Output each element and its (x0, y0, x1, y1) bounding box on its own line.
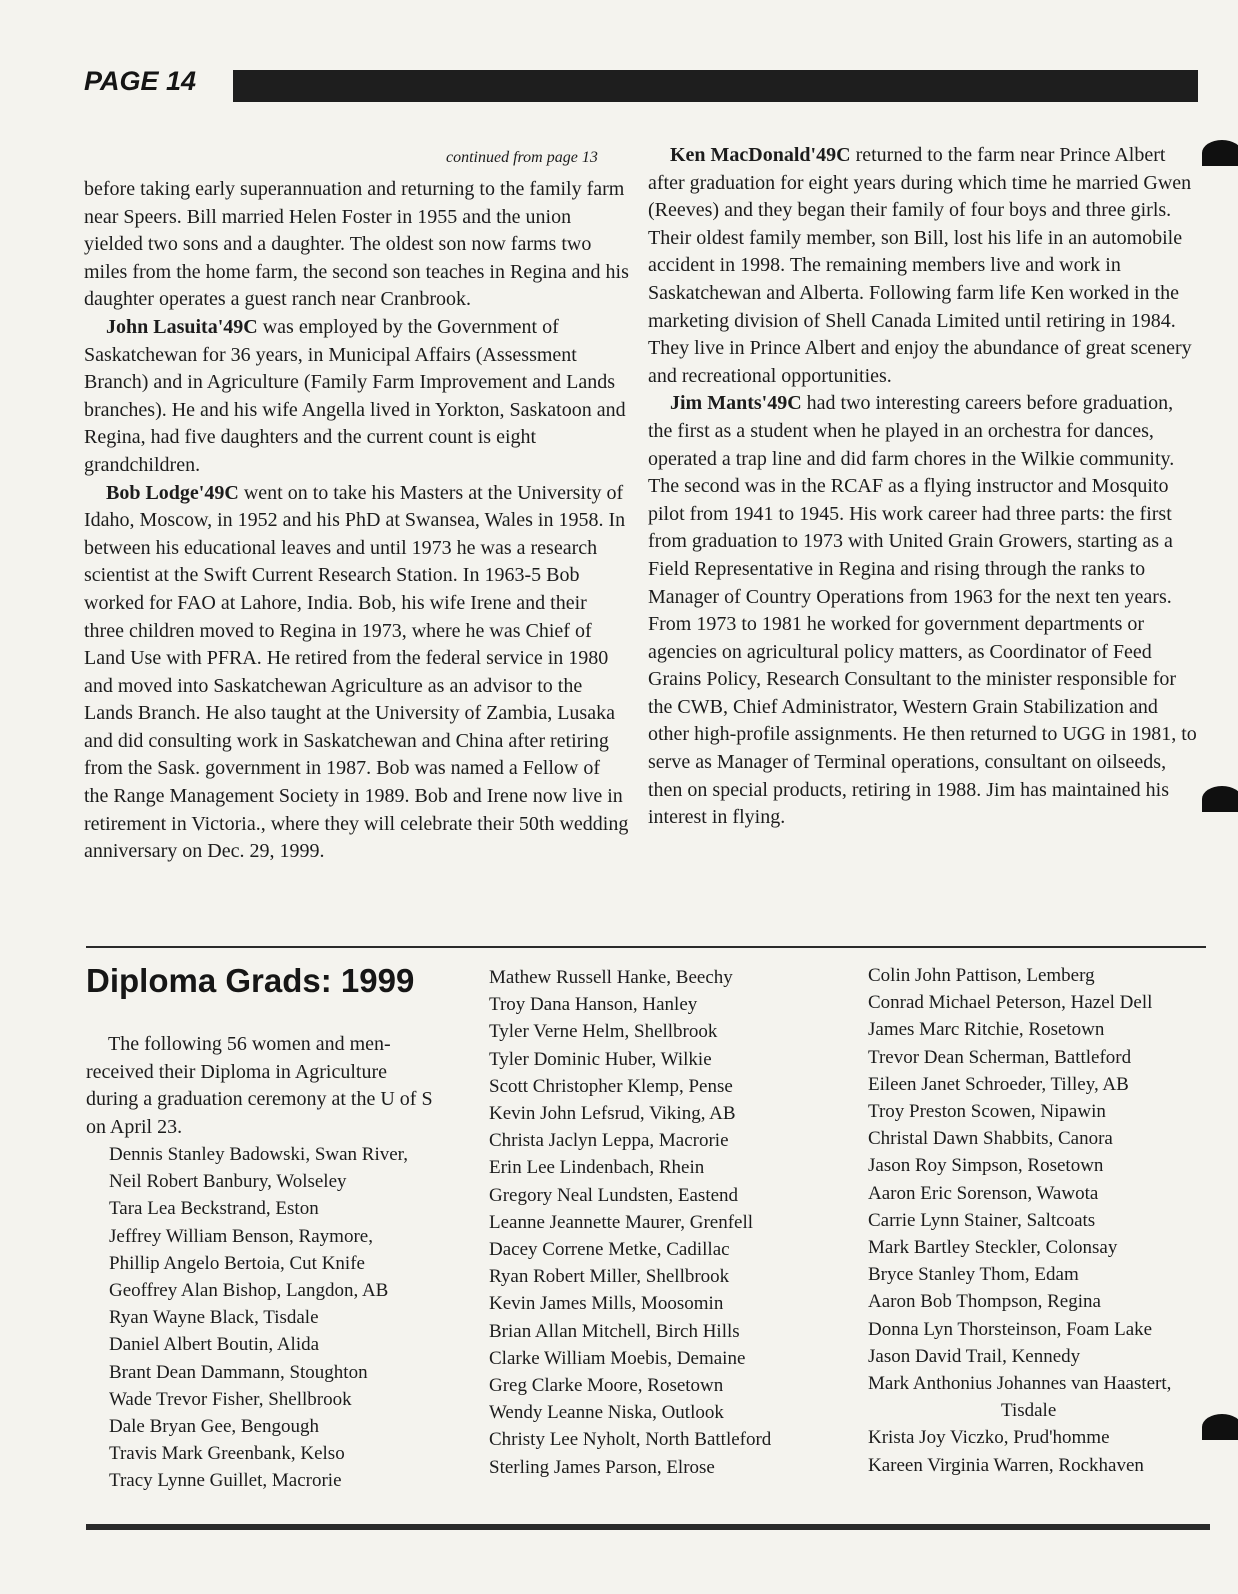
graduate-entry: Trevor Dean Scherman, Battleford (868, 1046, 1132, 1068)
continued-note: continued from page 13 (446, 149, 598, 166)
graduate-entry: Erin Lee Lindenbach, Rhein (489, 1157, 705, 1179)
mants-paragraph (648, 390, 1198, 832)
graduate-entry: Carrie Lynn Stainer, Saltcoats (868, 1209, 1096, 1231)
graduate-entry: Brian Allan Mitchell, Birch Hills (489, 1320, 740, 1342)
graduate-entry: Aaron Bob Thompson, Regina (868, 1291, 1101, 1313)
article-column-right (648, 142, 1198, 832)
bottom-rule (86, 1524, 1210, 1530)
graduate-entry: Krista Joy Viczko, Prud'homme (868, 1427, 1110, 1449)
graduate-entry: Phillip Angelo Bertoia, Cut Knife (109, 1252, 365, 1274)
graduate-entry: Clarke William Moebis, Demaine (489, 1347, 746, 1369)
macdonald-name: Ken MacDonald'49C (670, 144, 851, 166)
macdonald-paragraph (648, 142, 1198, 390)
graduate-entry: Dacey Correne Metke, Cadillac (489, 1239, 730, 1261)
graduate-entry: Christal Dawn Shabbits, Canora (868, 1128, 1113, 1150)
graduate-entry: Ryan Robert Miller, Shellbrook (489, 1266, 730, 1288)
graduate-entry: Mark Bartley Steckler, Colonsay (868, 1237, 1118, 1259)
graduate-entry: Bryce Stanley Thom, Edam (868, 1264, 1079, 1286)
graduate-entry: Christa Jaclyn Leppa, Macrorie (489, 1130, 729, 1152)
graduate-entry: Dale Bryan Gee, Bengough (109, 1416, 319, 1438)
mants-text: had two interesting careers before graduation, the first as a student when he played in an orchestra for dances, operated a trap line and did farm chores in the Wilkie community. The second was in the RCAF as a flying instructor and Mosquito pilot from 1941 to 1945. His work career had three parts: the first from graduation to 1973 with United Grain Growers, starting as a Field Representative in Regina and rising through the ranks to Manager of Country Operations from 1963 for the next ten years. From 1973 to 1981 he worked for government departments or agencies on agricultural policy matters, as Coordinator of Feed Grains Policy, Research Consultant to the minister responsible for the CWB, Chief Administrator, Western Grain Stabilization and other high-profile assignments. He then returned to UGG in 1981, to serve as Manager of Terminal operations, consultant on oilseeds, then on special products, retiring in 1988. Jim has maintained his interest in flying. (648, 392, 1197, 829)
graduate-entry: Jason Roy Simpson, Rosetown (868, 1155, 1104, 1177)
page-number-label: PAGE 14 (84, 66, 197, 96)
graduate-entry: Jeffrey William Benson, Raymore, (109, 1225, 373, 1247)
lodge-paragraph (84, 480, 629, 866)
graduate-entry: Tyler Verne Helm, Shellbrook (489, 1021, 718, 1043)
graduate-entry: Wade Trevor Fisher, Shellbrook (109, 1388, 352, 1410)
binder-hole-mark (1202, 1414, 1238, 1440)
graduate-entry: Brant Dean Dammann, Stoughton (109, 1361, 368, 1383)
graduate-entry: Gregory Neal Lundsten, Eastend (489, 1184, 739, 1206)
graduate-list-column-2 (489, 964, 771, 1481)
graduate-entry: Kevin James Mills, Moosomin (489, 1293, 724, 1315)
graduate-entry: Wendy Leanne Niska, Outlook (489, 1402, 724, 1424)
macdonald-text: returned to the farm near Prince Albert after graduation for eight years during which time he married Gwen (Reeves) and they began their family of four boys and three girls. Their oldest family member, son Bill, lost his life in an automobile accident in 1998. The remaining members live and work in Saskatchewan and Alberta. Following farm life Ken worked in the marketing division of Shell Canada Limited until retiring in 1984. They live in Prince Albert and enjoy the abundance of great scenery and recreational opportunities. (648, 144, 1192, 387)
mants-name: Jim Mants'49C (670, 392, 802, 415)
graduate-entry: Tyler Dominic Huber, Wilkie (489, 1048, 712, 1070)
binder-hole-mark (1202, 786, 1238, 812)
lasuita-text: was employed by the Government of Saskatchewan for 36 years, in Municipal Affairs (Assessment Branch) and in Agriculture (Family Farm Improvement and Lands branches). He and his wife Angella lived in Yorkton, Saskatoon and Regina, had five daughters and the current count is eight grandchildren. (84, 315, 626, 476)
graduate-entry: James Marc Ritchie, Rosetown (868, 1019, 1105, 1041)
graduate-entry: Aaron Eric Sorenson, Wawota (868, 1182, 1099, 1204)
graduate-entry: Kevin John Lefsrud, Viking, AB (489, 1103, 736, 1125)
graduate-entry: Mark Anthonius Johannes van Haastert, (868, 1373, 1172, 1395)
graduate-entry: Colin John Pattison, Lemberg (868, 965, 1095, 986)
lasuita-name: John Lasuita'49C (106, 315, 258, 338)
graduate-entry: Troy Dana Hanson, Hanley (489, 994, 698, 1016)
bill-paragraph: before taking early superannuation and returning to the family farm near Speers. Bill married Helen Foster in 1955 and the union yielded two sons and a daughter. The oldest son now farms two miles from the home farm, the second son teaches in Regina and his daughter operates a guest ranch near Cranbrook. (84, 178, 629, 311)
graduate-entry: Leanne Jeannette Maurer, Grenfell (489, 1211, 754, 1233)
graduate-entry: Mathew Russell Hanke, Beechy (489, 967, 733, 988)
graduate-entry: Daniel Albert Boutin, Alida (109, 1334, 320, 1356)
graduate-entry: Donna Lyn Thorsteinson, Foam Lake (868, 1318, 1153, 1340)
graduate-list-column-1 (109, 1141, 408, 1495)
graduate-entry: Tisdale (1001, 1400, 1057, 1422)
lodge-name: Bob Lodge'49C (106, 481, 239, 504)
graduate-entry: Kareen Virginia Warren, Rockhaven (868, 1454, 1144, 1476)
graduate-entry: Troy Preston Scowen, Nipawin (868, 1101, 1106, 1123)
graduate-list-column-3 (868, 962, 1171, 1479)
diploma-intro: The following 56 women and men-received their Diploma in Agriculture during a graduation ceremony at the U of S on April 23. (86, 1033, 433, 1138)
article-column-left (84, 176, 629, 866)
section-divider (86, 946, 1206, 948)
graduate-entry: Tracy Lynne Guillet, Macrorie (109, 1470, 342, 1492)
graduate-entry: Conrad Michael Peterson, Hazel Dell (868, 992, 1153, 1014)
graduate-entry: Dennis Stanley Badowski, Swan River, (109, 1144, 408, 1165)
lasuita-paragraph (84, 314, 629, 480)
lodge-text: went on to take his Masters at the University of Idaho, Moscow, in 1952 and his PhD at Swansea, Wales in 1958. In between his educational leaves and until 1973 he was a research scientist at the Swift Current Research Station. In 1963-5 Bob worked for FAO at Lahore, India. Bob, his wife Irene and their three children moved to Regina in 1973, where he was Chief of Land Use with PFRA. He retired from the federal service in 1980 and moved into Saskatchewan Agriculture as an advisor to the Lands Branch. He also taught at the University of Zambia, Lusaka and did consulting work in Saskatchewan and China after retiring from the Sask. government in 1987. Bob was named a Fellow of the Range Management Society in 1989. Bob and Irene now live in retirement in Victoria., where they will celebrate their 50th wedding anniversary on Dec. 29, 1999. (84, 481, 629, 863)
graduate-entry: Greg Clarke Moore, Rosetown (489, 1375, 724, 1397)
graduate-entry: Scott Christopher Klemp, Pense (489, 1075, 733, 1097)
graduate-entry: Tara Lea Beckstrand, Eston (109, 1198, 319, 1220)
graduate-entry: Geoffrey Alan Bishop, Langdon, AB (109, 1280, 389, 1302)
graduate-entry: Neil Robert Banbury, Wolseley (109, 1171, 347, 1193)
binder-hole-mark (1202, 140, 1238, 166)
diploma-section-title: Diploma Grads: 1999 (86, 962, 415, 999)
graduate-entry: Christy Lee Nyholt, North Battleford (489, 1429, 772, 1451)
header-bar (233, 70, 1198, 102)
graduate-entry: Travis Mark Greenbank, Kelso (109, 1443, 345, 1465)
graduate-entry: Jason David Trail, Kennedy (868, 1345, 1081, 1367)
graduate-entry: Sterling James Parson, Elrose (489, 1456, 715, 1478)
graduate-entry: Ryan Wayne Black, Tisdale (109, 1307, 319, 1329)
graduate-entry: Eileen Janet Schroeder, Tilley, AB (868, 1073, 1129, 1095)
